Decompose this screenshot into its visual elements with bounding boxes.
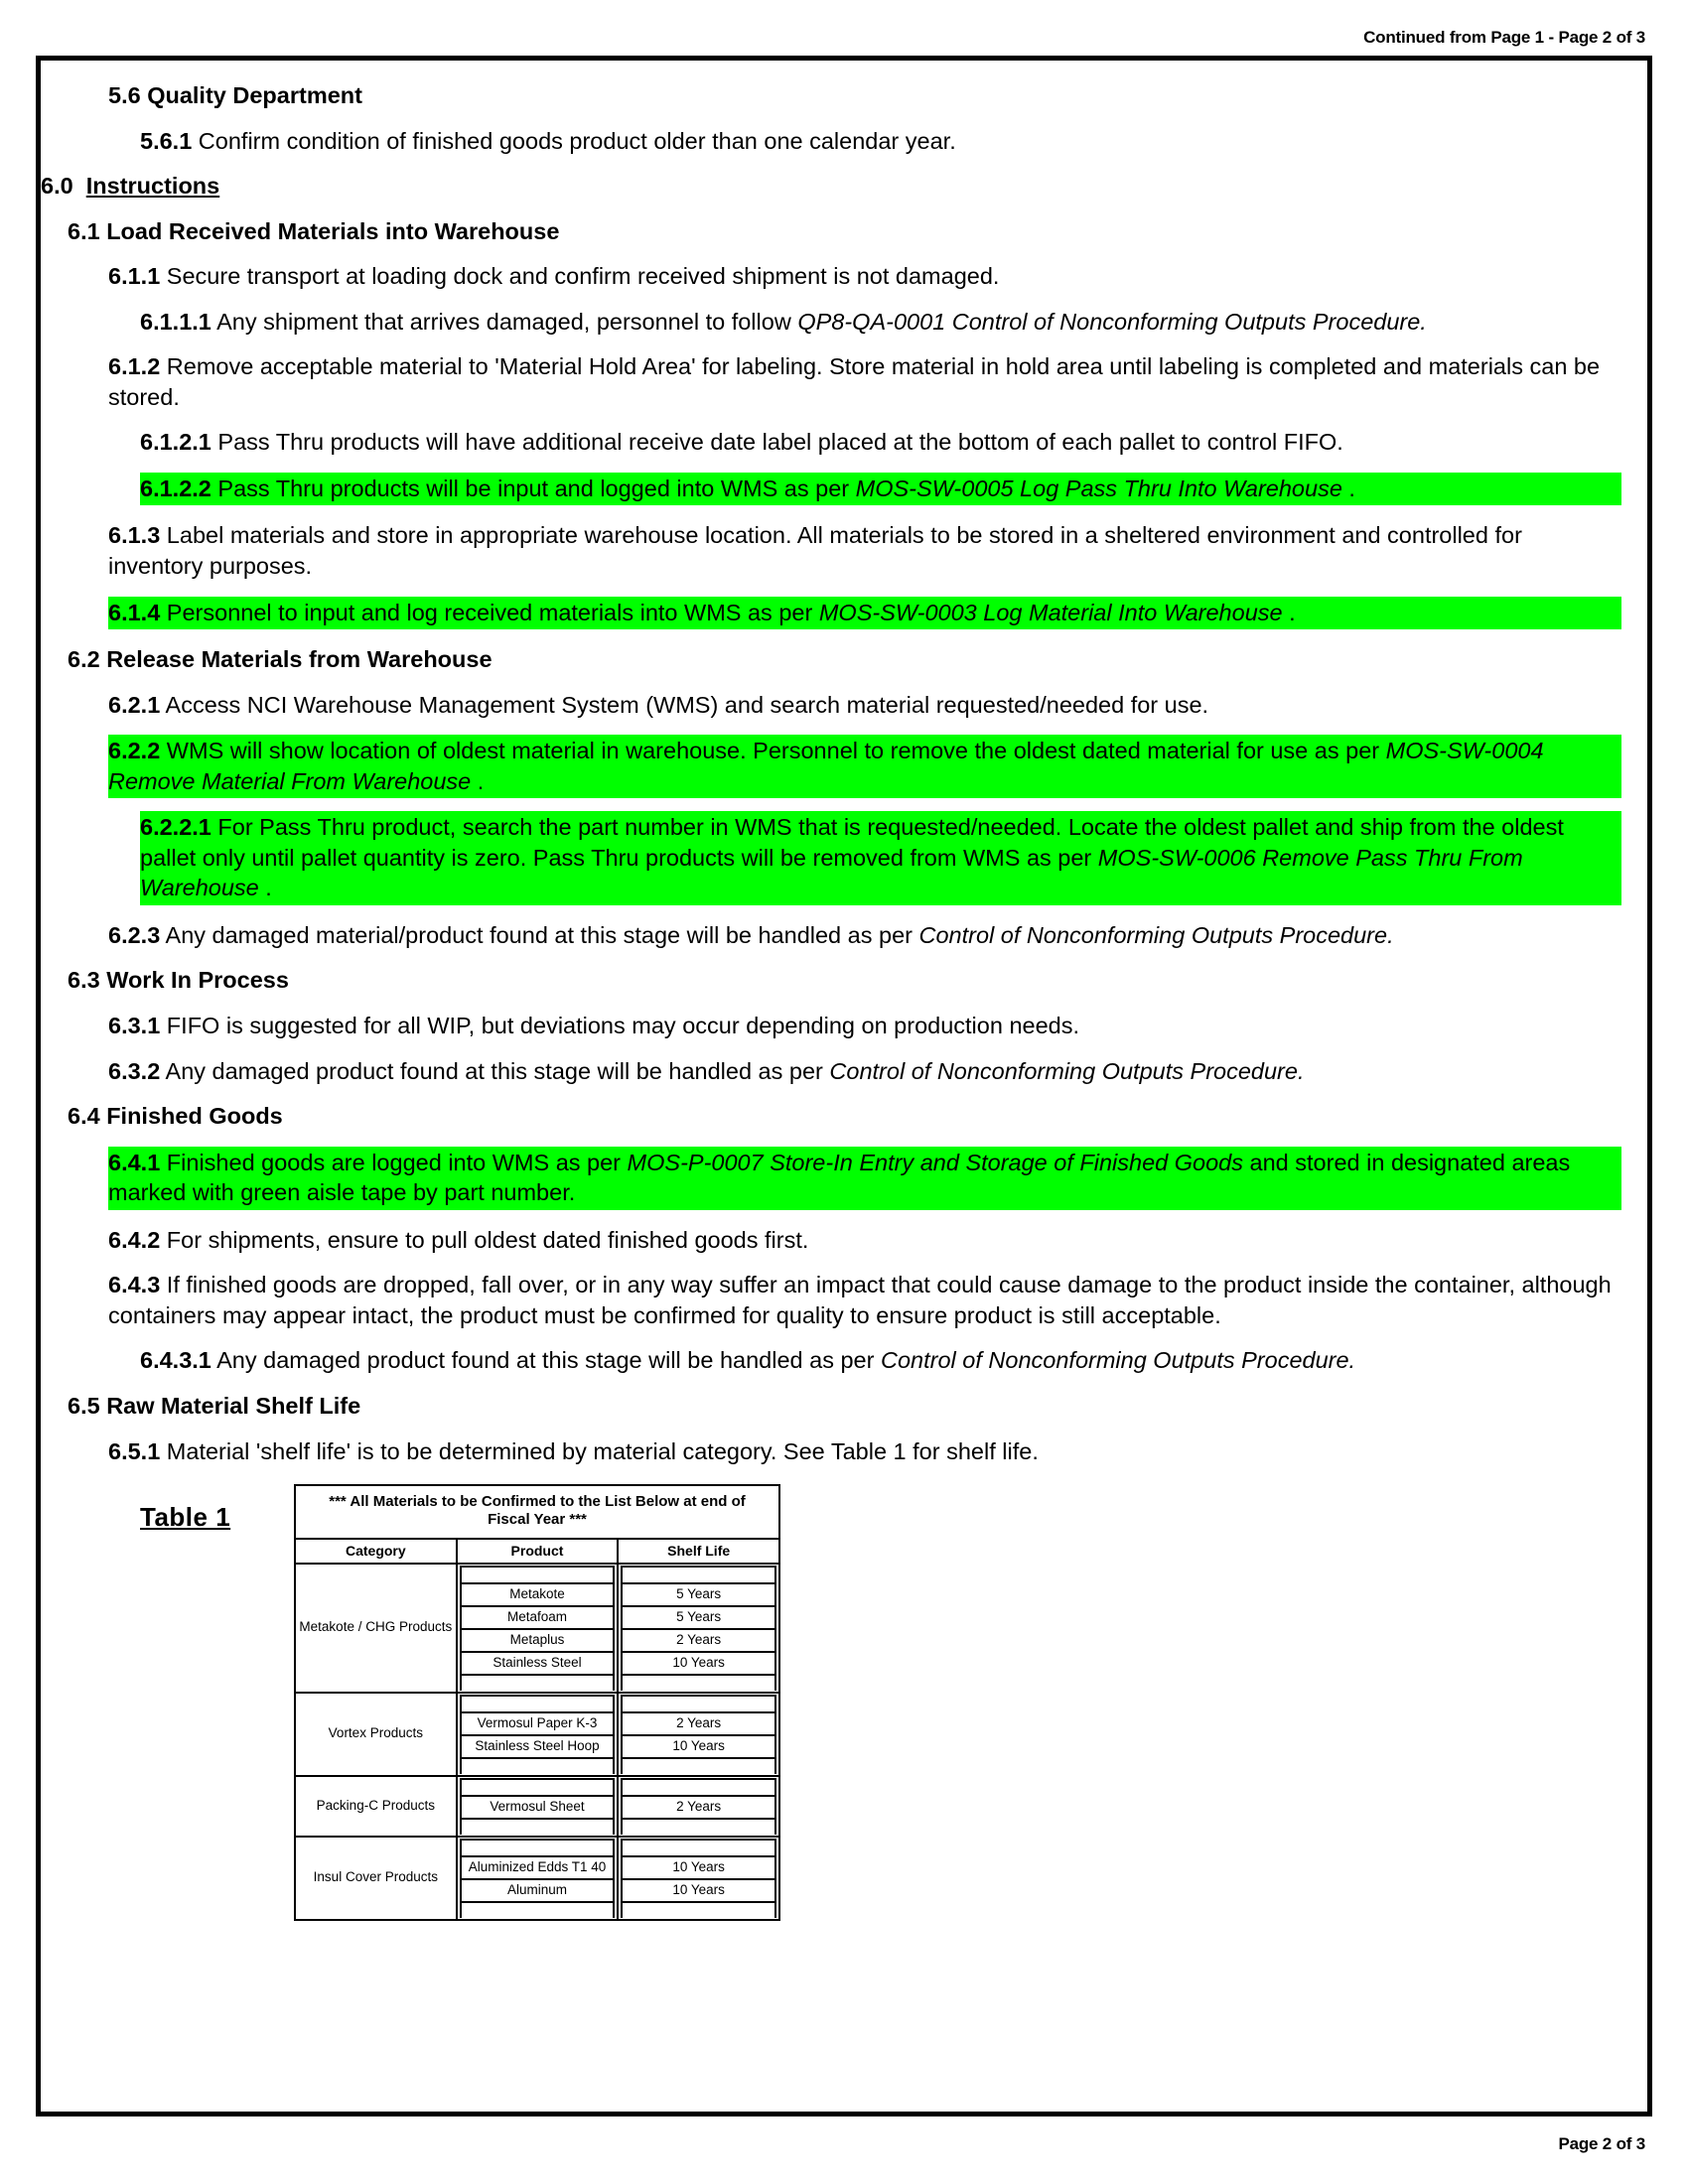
clause-6-2-2-1-highlighted — [140, 811, 1621, 905]
product-item: Vermosul Sheet — [461, 1796, 615, 1819]
clause-6-4-2 — [108, 1225, 1621, 1256]
clause-number: 6.2.3 — [108, 921, 161, 948]
spacer — [622, 1567, 775, 1583]
clause-number: 6.2.2 — [108, 738, 161, 764]
section-heading-6-3: 6.3 Work In Process — [68, 967, 289, 994]
product-item: Metafoam — [461, 1606, 615, 1629]
section-heading-6-0 — [41, 171, 1621, 202]
spacer — [461, 1675, 615, 1691]
clause-number: 6.1.2 — [108, 353, 161, 380]
product-item: Aluminized Edds T1 40 — [461, 1856, 615, 1879]
spacer — [622, 1758, 775, 1774]
product-cell — [457, 1693, 619, 1776]
clause-text: Confirm condition of finished goods product older than one calendar year. — [192, 127, 956, 154]
clause-text: Any shipment that arrives damaged, personnel to follow — [211, 308, 798, 335]
shelf-life-item: 10 Years — [622, 1735, 775, 1758]
spacer — [461, 1902, 615, 1918]
product-cell — [457, 1837, 619, 1920]
spacer — [622, 1675, 775, 1691]
clause-number: 6.3.2 — [108, 1057, 161, 1084]
table-row — [295, 1693, 779, 1776]
spacer — [461, 1819, 615, 1835]
clause-number: 6.1.4 — [108, 599, 161, 625]
shelf-life-item: 2 Years — [622, 1629, 775, 1652]
product-item: Aluminum — [461, 1879, 615, 1902]
clause-reference: MOS-SW-0003 Log Material Into Warehouse — [818, 599, 1283, 625]
column-header-product: Product — [457, 1539, 619, 1564]
clause-6-2-2-highlighted — [108, 735, 1621, 798]
shelf-life-cell — [618, 1837, 779, 1920]
clause-6-1-2 — [108, 351, 1621, 412]
clause-number: 6.1.2.1 — [140, 429, 211, 456]
spacer — [622, 1819, 775, 1835]
spacer — [461, 1840, 615, 1856]
table-row — [295, 1776, 779, 1837]
clause-6-1-1-1 — [140, 307, 1621, 338]
shelf-life-item: 5 Years — [622, 1583, 775, 1606]
clause-reference: Control of Nonconforming Outputs Procedure. — [918, 921, 1394, 948]
clause-number: 6.5.1 — [108, 1437, 161, 1464]
clause-text-tail: . — [1282, 599, 1296, 625]
clause-text: Access NCI Warehouse Management System (WMS) and search material requested/needed for use. — [160, 691, 1209, 718]
clause-text: Remove acceptable material to 'Material Hold Area' for labeling. Store material in hold area until labeling is completed and materials can be stored. — [108, 353, 1601, 410]
table-title-cell: *** All Materials to be Confirmed to the List Below at end of Fiscal Year *** — [295, 1485, 779, 1539]
table-row — [295, 1837, 779, 1920]
spacer — [461, 1696, 615, 1712]
clause-reference: QP8-QA-0001 Control of Nonconforming Outputs Procedure. — [797, 308, 1427, 335]
table-1-label: Table 1 — [140, 1502, 231, 1533]
product-cell — [457, 1776, 619, 1837]
shelf-life-cell — [618, 1564, 779, 1693]
clause-number: 6.1.2.2 — [140, 475, 211, 501]
shelf-life-item: 10 Years — [622, 1652, 775, 1675]
clause-text: WMS will show location of oldest material in warehouse. Personnel to remove the oldest dated material for use as per — [160, 738, 1386, 764]
column-header-category: Category — [295, 1539, 457, 1564]
spacer — [622, 1840, 775, 1856]
table-row — [295, 1564, 779, 1693]
clause-reference: MOS-SW-0006 Remove Pass Thru From Warehouse — [140, 844, 1523, 901]
clause-reference: MOS-P-0007 Store-In Entry and Storage of Finished Goods — [627, 1149, 1244, 1175]
clause-6-1-3 — [108, 520, 1621, 581]
clause-text: Personnel to input and log received materials into WMS as per — [160, 599, 819, 625]
clause-number: 6.2.1 — [108, 691, 161, 718]
column-header-shelf-life: Shelf Life — [618, 1539, 779, 1564]
clause-text: If finished goods are dropped, fall over, or in any way suffer an impact that could cause damage to the product inside the container, although containers may appear intact, the product must be confirmed for quality to ensure product is still acceptable. — [108, 1272, 1612, 1328]
clause-text-tail: . — [1341, 475, 1355, 501]
product-item: Stainless Steel — [461, 1652, 615, 1675]
clause-text-tail: . — [258, 875, 272, 901]
spacer — [461, 1779, 615, 1796]
shelf-life-item: 5 Years — [622, 1606, 775, 1629]
footer-running-text: Page 2 of 3 — [1558, 2134, 1645, 2153]
clause-6-2-1 — [108, 690, 1621, 721]
clause-text: Pass Thru products will have additional receive date label placed at the bottom of each pallet to control FIFO. — [211, 429, 1343, 456]
spacer — [622, 1779, 775, 1796]
spacer — [461, 1567, 615, 1583]
clause-text: Pass Thru products will be input and logged into WMS as per — [211, 475, 856, 501]
clause-number: 6.4.3 — [108, 1272, 161, 1298]
clause-reference: Control of Nonconforming Outputs Procedure. — [881, 1347, 1356, 1374]
section-number: 6.0 — [41, 173, 73, 200]
clause-text: Finished goods are logged into WMS as per — [160, 1149, 628, 1175]
clause-number: 6.2.2.1 — [140, 814, 211, 841]
clause-6-3-2 — [108, 1056, 1621, 1087]
clause-text: Any damaged product found at this stage will be handled as per — [160, 1057, 830, 1084]
clause-reference: MOS-SW-0005 Log Pass Thru Into Warehouse — [855, 475, 1342, 501]
clause-6-1-1 — [108, 261, 1621, 292]
clause-6-2-3 — [108, 920, 1621, 951]
product-item: Metaplus — [461, 1629, 615, 1652]
shelf-life-item: 2 Years — [622, 1796, 775, 1819]
clause-text: Label materials and store in appropriate warehouse location. All materials to be stored in a sheltered environment and controlled for inventory purposes. — [108, 522, 1522, 580]
clause-6-1-2-1 — [140, 427, 1621, 458]
shelf-life-cell — [618, 1776, 779, 1837]
section-heading-5-6: 5.6 Quality Department — [108, 82, 362, 108]
clause-number: 6.1.1 — [108, 263, 161, 290]
table-header-row — [295, 1539, 779, 1564]
clause-text-tail: . — [471, 767, 485, 794]
clause-text: Material 'shelf life' is to be determined by material category. See Table 1 for shelf life. — [160, 1437, 1039, 1464]
clause-number: 5.6.1 — [140, 127, 193, 154]
section-heading-6-2: 6.2 Release Materials from Warehouse — [68, 646, 492, 673]
clause-number: 6.3.1 — [108, 1013, 161, 1039]
clause-5-6-1 — [140, 126, 1621, 157]
spacer — [461, 1758, 615, 1774]
shelf-life-table — [294, 1484, 780, 1921]
category-cell: Metakote / CHG Products — [295, 1564, 457, 1693]
spacer — [622, 1902, 775, 1918]
spacer — [622, 1696, 775, 1712]
section-heading-6-5: 6.5 Raw Material Shelf Life — [68, 1392, 361, 1419]
clause-number: 6.4.1 — [108, 1149, 161, 1175]
product-cell — [457, 1564, 619, 1693]
header-running-text: Continued from Page 1 - Page 2 of 3 — [1363, 28, 1645, 47]
clause-number: 6.4.3.1 — [140, 1347, 211, 1374]
clause-text: For shipments, ensure to pull oldest dated finished goods first. — [160, 1226, 809, 1253]
table-title-row — [295, 1485, 779, 1539]
category-cell: Insul Cover Products — [295, 1837, 457, 1920]
clause-reference: Control of Nonconforming Outputs Procedure. — [829, 1057, 1305, 1084]
product-item: Stainless Steel Hoop — [461, 1735, 615, 1758]
category-cell: Packing-C Products — [295, 1776, 457, 1837]
clause-reference: MOS-SW-0004 Remove Material From Warehouse — [108, 738, 1544, 794]
clause-text: Secure transport at loading dock and confirm received shipment is not damaged. — [160, 263, 1000, 290]
clause-text: Any damaged product found at this stage will be handled as per — [211, 1347, 881, 1374]
clause-text: For Pass Thru product, search the part number in WMS that is requested/needed. Locate the oldest pallet and ship from the oldest pallet only until pallet quantity is zero. Pass Thru products will be removed from WMS as per — [140, 814, 1564, 871]
clause-6-1-2-2-highlighted — [140, 473, 1621, 506]
clause-6-4-3 — [108, 1270, 1621, 1330]
shelf-life-item: 10 Years — [622, 1879, 775, 1902]
shelf-life-item: 10 Years — [622, 1856, 775, 1879]
clause-number: 6.1.1.1 — [140, 308, 211, 335]
clause-number: 6.1.3 — [108, 522, 161, 549]
section-heading-6-4: 6.4 Finished Goods — [68, 1103, 283, 1130]
clause-6-5-1 — [108, 1436, 1621, 1467]
clause-text-tail: and stored in designated areas marked with green aisle tape by part number. — [108, 1149, 1571, 1206]
clause-text: FIFO is suggested for all WIP, but deviations may occur depending on production needs. — [160, 1013, 1080, 1039]
shelf-life-cell — [618, 1693, 779, 1776]
product-item: Metakote — [461, 1583, 615, 1606]
section-heading-6-1: 6.1 Load Received Materials into Warehouse — [68, 217, 560, 244]
section-title: Instructions — [85, 173, 220, 200]
clause-number: 6.4.2 — [108, 1226, 161, 1253]
category-cell: Vortex Products — [295, 1693, 457, 1776]
product-item: Vermosul Paper K-3 — [461, 1712, 615, 1735]
clause-text: Any damaged material/product found at this stage will be handled as per — [160, 921, 919, 948]
clause-6-4-3-1 — [140, 1345, 1621, 1376]
shelf-life-item: 2 Years — [622, 1712, 775, 1735]
table-1-block — [140, 1484, 1621, 1921]
document-content — [41, 61, 1647, 2112]
clause-6-4-1-highlighted — [108, 1147, 1621, 1210]
clause-6-1-4-highlighted — [108, 597, 1621, 630]
clause-6-3-1 — [108, 1011, 1621, 1041]
